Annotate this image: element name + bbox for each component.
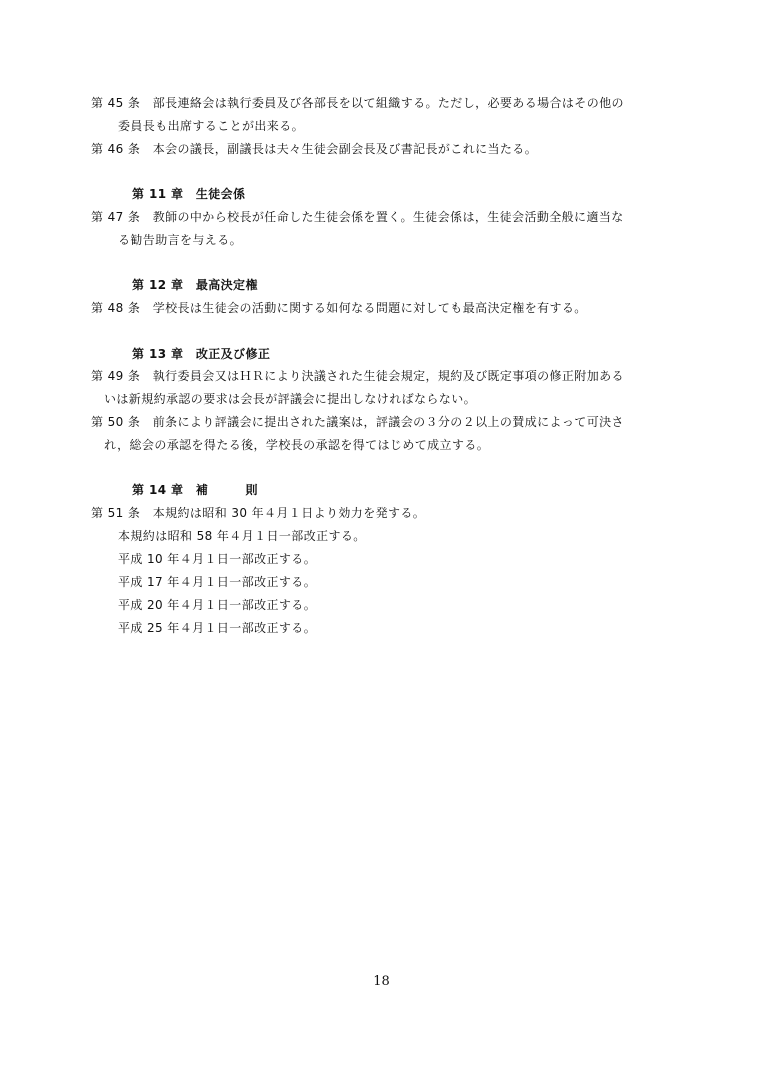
- revision-note-5: 平成 25 年４月１日一部改正する。: [118, 621, 317, 635]
- chapter-11-heading: 第 11 章 生徒会係: [132, 187, 246, 201]
- article-47-line-1: 第 47 条 教師の中から校長が任命した生徒会係を置く。生徒会係は，生徒会活動全般に適当な: [91, 210, 624, 224]
- revision-note-3: 平成 17 年４月１日一部改正する。: [118, 575, 317, 589]
- chapter-13-heading: 第 13 章 改正及び修正: [132, 347, 271, 361]
- article-45-line-2: 委員長も出席することが出来る。: [118, 119, 305, 133]
- chapter-12-heading: 第 12 章 最高決定権: [132, 278, 258, 292]
- article-47-line-2: る勧告助言を与える。: [118, 233, 243, 247]
- revision-note-1: 本規約は昭和 58 年４月１日一部改正する。: [118, 529, 366, 543]
- revision-note-4: 平成 20 年４月１日一部改正する。: [118, 598, 317, 612]
- article-49-line-2: いは新規約承認の要求は会長が評議会に提出しなければならない。: [104, 392, 477, 406]
- article-50-line-1: 第 50 条 前条により評議会に提出された議案は，評議会の３分の２以上の賛成によって可決さ: [91, 415, 624, 429]
- chapter-14-heading: 第 14 章 補 則: [132, 483, 258, 497]
- article-49-line-1: 第 49 条 執行委員会又はＨＲにより決議された生徒会規定，規約及び既定事項の修正附加ある: [91, 369, 624, 383]
- article-45-line-1: 第 45 条 部長連絡会は執行委員及び各部長を以て組織する。ただし，必要ある場合はその他の: [91, 96, 624, 110]
- article-50-line-2: れ，総会の承認を得たる後，学校長の承認を得てはじめて成立する。: [104, 438, 490, 452]
- page-number: 18: [373, 974, 390, 989]
- revision-note-2: 平成 10 年４月１日一部改正する。: [118, 552, 317, 566]
- article-46: 第 46 条 本会の議長，副議長は夫々生徒会副会長及び書記長がこれに当たる。: [91, 142, 538, 156]
- article-48: 第 48 条 学校長は生徒会の活動に関する如何なる問題に対しても最高決定権を有する。: [91, 301, 587, 315]
- article-51: 第 51 条 本規約は昭和 30 年４月１日より効力を発する。: [91, 506, 426, 520]
